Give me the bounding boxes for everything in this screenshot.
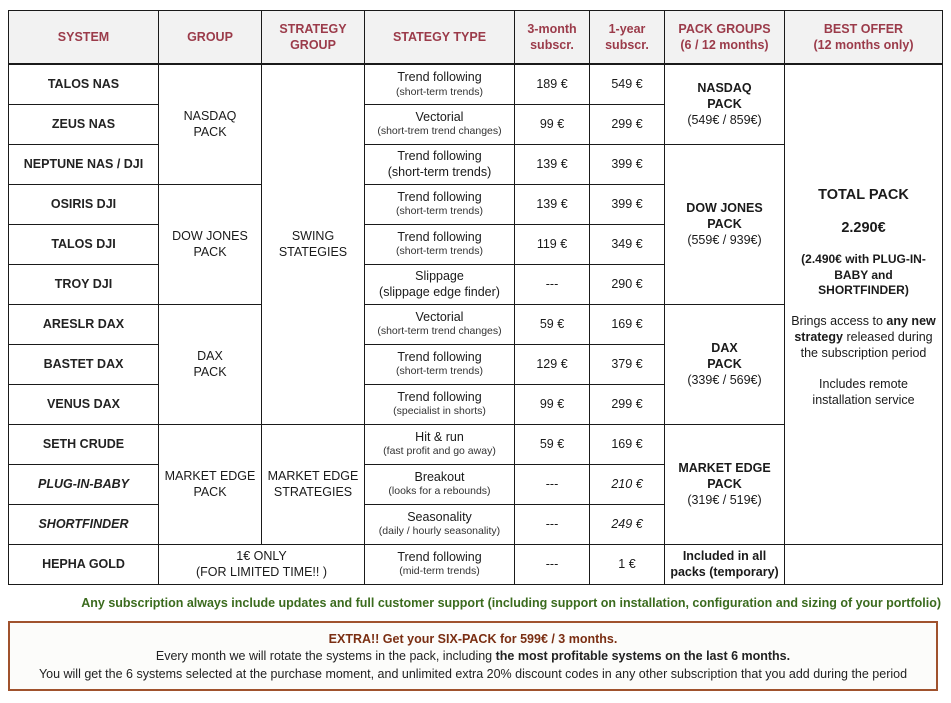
strategy-type: Trend following (short-term trends) [365, 344, 515, 384]
price-1-year: 169 € [590, 424, 665, 464]
pack-dax: DAX PACK (339€ / 569€) [665, 304, 785, 424]
group-hepha-offer: 1€ ONLY (FOR LIMITED TIME!! ) [159, 544, 365, 584]
system-name: SETH CRUDE [9, 424, 159, 464]
extra-discount-line: You will get the 6 systems selected at the purchase moment, and unlimited extra 20% discount codes in any other subscription that you add during the period [38, 666, 908, 681]
strategy-type: Vectorial (short-term trend changes) [365, 304, 515, 344]
price-1-year: 1 € [590, 544, 665, 584]
price-1-year: 399 € [590, 184, 665, 224]
price-3-month: 189 € [515, 64, 590, 104]
total-pack-note: (2.490€ with PLUG-IN-BABY and SHORTFINDER) [801, 252, 926, 298]
system-name: TALOS DJI [9, 224, 159, 264]
table-row [9, 544, 943, 584]
group-dow-jones-pack: DOW JONES PACK [159, 184, 262, 304]
system-name: PLUG-IN-BABY [9, 464, 159, 504]
group-nasdaq-pack: NASDAQ PACK [159, 64, 262, 184]
total-pack-title: TOTAL PACK [818, 187, 909, 204]
best-offer-total-pack [785, 64, 943, 544]
strategy-type: Trend following (short-term trends) [365, 224, 515, 264]
header-row [9, 11, 943, 65]
price-1-year: 210 € [590, 464, 665, 504]
system-name: ZEUS NAS [9, 104, 159, 144]
price-3-month: 59 € [515, 304, 590, 344]
strategy-type: Trend following (mid-term trends) [365, 544, 515, 584]
total-pack-price: 2.290€ [841, 220, 886, 237]
extra-headline: EXTRA!! Get your SIX-PACK for 599€ / 3 months. [328, 632, 618, 646]
strategy-type: Slippage (slippage edge finder) [365, 264, 515, 304]
system-name: HEPHA GOLD [9, 544, 159, 584]
strategy-type: Seasonality (daily / hourly seasonality) [365, 504, 515, 544]
extra-rotation-line: Every month we will rotate the systems in the pack, including the most profitable systems on the last 6 months. [155, 649, 791, 664]
strategy-type: Breakout (looks for a rebounds) [365, 464, 515, 504]
price-1-year: 249 € [590, 504, 665, 544]
group-market-edge-pack: MARKET EDGE PACK [159, 424, 262, 544]
table-row [9, 64, 943, 104]
pricing-table [8, 10, 943, 585]
system-name: TALOS NAS [9, 64, 159, 104]
total-pack-install: Includes remote installation service [812, 376, 915, 407]
system-name: NEPTUNE NAS / DJI [9, 144, 159, 184]
header-1-year: 1-year subscr. [590, 11, 665, 65]
price-1-year: 379 € [590, 344, 665, 384]
system-name: SHORTFINDER [9, 504, 159, 544]
pack-market-edge: MARKET EDGE PACK (319€ / 519€) [665, 424, 785, 544]
price-3-month: 139 € [515, 184, 590, 224]
price-3-month: 59 € [515, 424, 590, 464]
price-3-month: 99 € [515, 384, 590, 424]
price-3-month: 139 € [515, 144, 590, 184]
price-3-month: --- [515, 504, 590, 544]
strategy-type: Hit & run (fast profit and go away) [365, 424, 515, 464]
group-dax-pack: DAX PACK [159, 304, 262, 424]
strategy-type: Trend following (short-term trends) [365, 184, 515, 224]
price-3-month: 99 € [515, 104, 590, 144]
price-1-year: 549 € [590, 64, 665, 104]
system-name: OSIRIS DJI [9, 184, 159, 224]
price-1-year: 349 € [590, 224, 665, 264]
price-1-year: 169 € [590, 304, 665, 344]
header-strategy-type: STATEGY TYPE [365, 11, 515, 65]
header-3-month: 3-month subscr. [515, 11, 590, 65]
strategy-type: Trend following (specialist in shorts) [365, 384, 515, 424]
header-group: GROUP [159, 11, 262, 65]
total-pack-access: Brings access to any new strategy released during the subscription period [791, 313, 936, 361]
header-best-offer: BEST OFFER (12 months only) [785, 11, 943, 65]
header-strategy-group: STRATEGY GROUP [262, 11, 365, 65]
price-1-year: 299 € [590, 104, 665, 144]
strategy-type: Trend following (short-term trends) [365, 64, 515, 104]
system-name: VENUS DAX [9, 384, 159, 424]
best-offer-empty [785, 544, 943, 584]
price-3-month: --- [515, 544, 590, 584]
strategy-type: Trend following (short-term trends) [365, 144, 515, 184]
pack-dow-jones: DOW JONES PACK (559€ / 939€) [665, 144, 785, 304]
system-name: TROY DJI [9, 264, 159, 304]
price-3-month: 119 € [515, 224, 590, 264]
header-pack-groups: PACK GROUPS (6 / 12 months) [665, 11, 785, 65]
pack-nasdaq: NASDAQ PACK (549€ / 859€) [665, 64, 785, 144]
system-name: BASTET DAX [9, 344, 159, 384]
price-1-year: 399 € [590, 144, 665, 184]
system-name: ARESLR DAX [9, 304, 159, 344]
price-1-year: 290 € [590, 264, 665, 304]
price-1-year: 299 € [590, 384, 665, 424]
price-3-month: 129 € [515, 344, 590, 384]
support-note: Any subscription always include updates and full customer support (including support on installation, configuration and sizing of your portfolio) [81, 596, 941, 610]
strategy-type: Vectorial (short-trem trend changes) [365, 104, 515, 144]
price-3-month: --- [515, 264, 590, 304]
pack-included-all: Included in all packs (temporary) [665, 544, 785, 584]
header-system: SYSTEM [9, 11, 159, 65]
strategy-group-market-edge: MARKET EDGE STRATEGIES [262, 424, 365, 544]
extra-six-pack-box [8, 621, 938, 691]
strategy-group-swing: SWING STATEGIES [262, 64, 365, 424]
price-3-month: --- [515, 464, 590, 504]
